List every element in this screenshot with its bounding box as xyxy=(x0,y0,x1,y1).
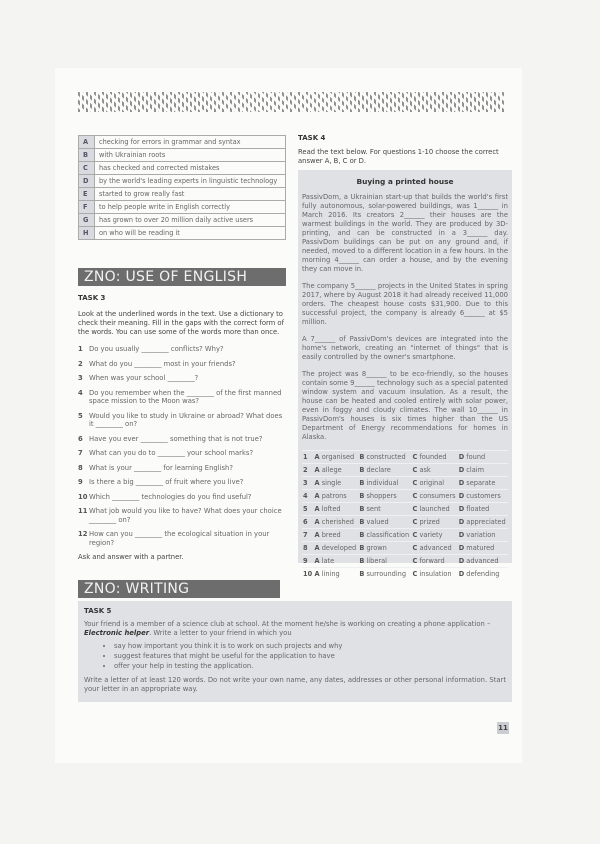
matching-row xyxy=(79,188,286,201)
answer-option[interactable] xyxy=(458,516,508,529)
question-number: 5 xyxy=(303,505,308,513)
answer-letter: A xyxy=(314,466,320,474)
answer-text: surrounding xyxy=(366,570,407,578)
bullet-list xyxy=(114,641,506,671)
answer-option[interactable] xyxy=(458,555,508,568)
answer-option[interactable] xyxy=(458,542,508,555)
answer-letter: C xyxy=(412,518,418,526)
option-text: checking for errors in grammar and syntax xyxy=(95,136,286,149)
answer-option[interactable] xyxy=(358,464,411,477)
answer-option[interactable] xyxy=(411,490,457,503)
answer-letter: D xyxy=(458,518,465,526)
answer-letter: B xyxy=(359,505,365,513)
question-item xyxy=(78,435,286,444)
answer-option[interactable] xyxy=(411,477,457,490)
question-number: 9 xyxy=(78,478,83,486)
answer-letter: B xyxy=(359,570,365,578)
question-number: 12 xyxy=(78,530,88,538)
answer-option[interactable] xyxy=(313,555,358,568)
answer-text: variety xyxy=(419,531,443,539)
answer-letter: A xyxy=(314,544,320,552)
task-label: TASK 5 xyxy=(84,607,112,615)
question-number: 4 xyxy=(78,388,83,397)
question-text: What is your ________ for learning English? xyxy=(89,463,233,472)
question-item xyxy=(78,478,286,487)
answer-text: ask xyxy=(419,466,431,474)
answer-text: constructed xyxy=(366,453,406,461)
answer-option[interactable] xyxy=(411,503,457,516)
matching-table xyxy=(78,135,286,240)
answer-text: individual xyxy=(366,479,399,487)
article-paragraph: A 7______ of PassivDom's devices are integrated into the home's network, creating an "internet of things" that is easily controlled by the owner's smartphone. xyxy=(302,335,508,361)
answer-text: consumers xyxy=(419,492,456,500)
task-label: TASK 4 xyxy=(298,134,326,142)
answer-letter: A xyxy=(314,570,320,578)
matching-row xyxy=(79,175,286,188)
question-number: 2 xyxy=(78,359,83,368)
article-title: Buying a printed house xyxy=(356,177,454,186)
answer-letter: C xyxy=(412,453,418,461)
article-paragraph: PassivDom, a Ukrainian start-up that builds the world's first fully autonomous, solar-powered buildings, was 1______ in March 2016. Its creators 2______ their houses are the warmest buildings in the world. They are produced by 3D-printing, and can be constructed in a 3______ day. PassivDom buildings can be put on any ground and, if needed, moved to a different location in a few hours. In the morning 4______ can order a house, and by the evening they can move in. xyxy=(302,193,508,273)
answer-option[interactable] xyxy=(313,477,358,490)
answer-text: developed xyxy=(321,544,357,552)
answer-text: insulation xyxy=(419,570,452,578)
answer-letter: C xyxy=(412,544,418,552)
answer-option[interactable] xyxy=(411,516,457,529)
answer-text: allege xyxy=(321,466,342,474)
answer-letter: D xyxy=(458,453,465,461)
article-paragraph: The company 5______ projects in the United States in spring 2017, where by August 2018 it had already received 11,000 orders. The cheapest house costs $31,900. Due to this successful project, the company is already 6______ at $5 million. xyxy=(302,282,508,326)
answer-letter: D xyxy=(458,479,465,487)
answer-text: separate xyxy=(466,479,496,487)
option-text: to help people write in English correctly xyxy=(95,201,286,214)
section-heading: ZNO: USE OF ENGLISH xyxy=(78,268,286,286)
answer-text: founded xyxy=(419,453,447,461)
answer-letter: A xyxy=(314,479,320,487)
answer-letter: A xyxy=(314,505,320,513)
question-item xyxy=(78,374,286,383)
writing-intro: Your friend is a member of a science club at school. At the moment he/she is working on creating a phone application – Electronic helper. Write a letter to your friend in which you xyxy=(84,620,491,637)
answer-option[interactable] xyxy=(458,503,508,516)
answer-text: shoppers xyxy=(366,492,397,500)
option-letter: E xyxy=(79,188,95,201)
option-letter: B xyxy=(79,149,95,162)
option-row xyxy=(302,568,508,581)
answer-text: matured xyxy=(466,544,495,552)
option-row xyxy=(302,529,508,542)
answer-option[interactable] xyxy=(358,555,411,568)
answer-letter: D xyxy=(458,466,465,474)
question-text: Is there a big ________ of fruit where you live? xyxy=(89,478,244,486)
answer-letter: B xyxy=(359,518,365,526)
option-letter: H xyxy=(79,227,95,240)
option-letter: C xyxy=(79,162,95,175)
answer-letter: A xyxy=(314,492,320,500)
question-item xyxy=(78,389,286,406)
answer-option[interactable] xyxy=(358,516,411,529)
answer-option[interactable] xyxy=(458,490,508,503)
answer-letter: A xyxy=(314,531,320,539)
question-item xyxy=(78,360,286,369)
question-text: How can you ________ the ecological situation in your region? xyxy=(89,530,270,547)
question-number: 9 xyxy=(303,557,308,565)
answer-letter: B xyxy=(359,453,365,461)
answer-text: classification xyxy=(366,531,410,539)
answer-text: original xyxy=(419,479,445,487)
answer-text: liberal xyxy=(366,557,387,565)
answer-option[interactable] xyxy=(411,568,457,581)
question-text: What job would you like to have? What does your choice ________ on? xyxy=(89,507,282,524)
article-paragraph: The project was 8______ to be eco-friendly, so the houses contain some 9______ technology such as a special patented window system and vacuum insulation. As a result, the house can be heated and cooled entirely with solar power, even in foggy and cloudy climates. The wall 10______ in PassivDom's houses is six times higher than the US Department of Energy recommendations for homes in Alaska. xyxy=(302,370,508,441)
options-table xyxy=(302,450,508,580)
question-item xyxy=(78,507,286,524)
answer-text: defending xyxy=(466,570,500,578)
answer-option[interactable] xyxy=(411,464,457,477)
question-text: What do you ________ most in your friends? xyxy=(89,359,236,368)
answer-letter: C xyxy=(412,570,418,578)
question-item xyxy=(78,449,286,458)
question-number: 2 xyxy=(303,466,308,474)
answer-text: forward xyxy=(419,557,445,565)
answer-text: valued xyxy=(366,518,389,526)
answer-letter: A xyxy=(314,557,320,565)
question-number: 8 xyxy=(78,463,83,472)
task4-section xyxy=(298,134,512,578)
question-number: 8 xyxy=(303,544,308,552)
answer-text: found xyxy=(466,453,486,461)
answer-letter: D xyxy=(458,557,465,565)
option-row xyxy=(302,451,508,464)
answer-text: organised xyxy=(321,453,355,461)
answer-letter: C xyxy=(412,492,418,500)
question-text: Have you ever ________ something that is not true? xyxy=(89,434,263,443)
answer-text: customers xyxy=(466,492,501,500)
answer-letter: D xyxy=(458,544,465,552)
option-letter: A xyxy=(79,136,95,149)
question-number: 5 xyxy=(78,411,83,420)
answer-option[interactable] xyxy=(458,568,508,581)
question-item xyxy=(78,464,286,473)
option-letter: D xyxy=(79,175,95,188)
option-text: with Ukrainian roots xyxy=(95,149,286,162)
task-label: TASK 3 xyxy=(78,294,106,302)
answer-text: lining xyxy=(321,570,340,578)
question-text: When was your school ________? xyxy=(89,374,199,382)
question-number: 11 xyxy=(78,507,88,515)
answer-text: advanced xyxy=(419,544,452,552)
answer-text: grown xyxy=(366,544,387,552)
answer-letter: C xyxy=(412,479,418,487)
answer-option[interactable] xyxy=(358,477,411,490)
instructions: Look at the underlined words in the text. Use a dictionary to check their meaning. Fill in the gaps with the correct form of the words. You can use some of the words more than once. xyxy=(78,310,284,336)
question-number: 3 xyxy=(78,374,83,382)
answer-text: lofted xyxy=(321,505,341,513)
answer-option[interactable] xyxy=(411,542,457,555)
answer-option[interactable] xyxy=(313,516,358,529)
option-text: started to grow really fast xyxy=(95,188,286,201)
answer-letter: B xyxy=(359,492,365,500)
answer-option[interactable] xyxy=(358,503,411,516)
answer-letter: B xyxy=(359,531,365,539)
option-row xyxy=(302,516,508,529)
answer-text: advanced xyxy=(466,557,499,565)
matching-row xyxy=(79,136,286,149)
matching-row xyxy=(79,162,286,175)
answer-letter: C xyxy=(412,466,418,474)
question-text: Which ________ technologies do you find useful? xyxy=(89,492,252,501)
answer-option[interactable] xyxy=(358,568,411,581)
question-number: 3 xyxy=(303,479,308,487)
bullet-item: • offer your help in testing the application. xyxy=(114,661,506,671)
question-item xyxy=(78,412,286,429)
answer-text: cherished xyxy=(321,518,354,526)
answer-text: single xyxy=(321,479,342,487)
answer-text: late xyxy=(321,557,335,565)
writing-closing: Write a letter of at least 120 words. Do not write your own name, any dates, addresses or other personal information. Start your letter in an appropriate way. xyxy=(84,676,506,693)
answer-text: floated xyxy=(466,505,490,513)
answer-option[interactable] xyxy=(313,529,358,542)
answer-letter: B xyxy=(359,466,365,474)
answer-letter: C xyxy=(412,505,418,513)
answer-option[interactable] xyxy=(458,529,508,542)
matching-row xyxy=(79,201,286,214)
answer-option[interactable] xyxy=(313,490,358,503)
answer-text: variation xyxy=(466,531,496,539)
use-of-english-section xyxy=(78,268,286,562)
option-row xyxy=(302,477,508,490)
question-number: 7 xyxy=(78,449,83,457)
writing-section xyxy=(78,580,512,702)
instructions: Read the text below. For questions 1-10 choose the correct answer A, B, C or D. xyxy=(298,148,499,165)
answer-text: patrons xyxy=(321,492,347,500)
answer-option[interactable] xyxy=(358,529,411,542)
option-text: has checked and corrected mistakes xyxy=(95,162,286,175)
question-text: Do you remember when the ________ of the first manned space mission to the Moon was? xyxy=(89,388,282,405)
question-number: 4 xyxy=(303,492,308,500)
answer-letter: C xyxy=(412,557,418,565)
option-text: by the world's leading experts in linguistic technology xyxy=(95,175,286,188)
option-text: has grown to over 20 million daily active users xyxy=(95,214,286,227)
ornament-border xyxy=(78,92,506,112)
matching-row xyxy=(79,149,286,162)
page-number: 11 xyxy=(498,724,508,732)
question-item xyxy=(78,345,286,354)
answer-letter: D xyxy=(458,570,465,578)
question-number: 7 xyxy=(303,531,308,539)
answer-option[interactable] xyxy=(313,464,358,477)
section-heading: ZNO: WRITING xyxy=(78,580,280,598)
question-number: 6 xyxy=(78,434,83,443)
question-number: 10 xyxy=(78,492,88,501)
answer-option[interactable] xyxy=(358,490,411,503)
question-text: Do you usually ________ conflicts? Why? xyxy=(89,345,224,353)
option-row xyxy=(302,555,508,568)
question-number: 6 xyxy=(303,518,308,526)
option-letter: F xyxy=(79,201,95,214)
question-text: What can you do to ________ your school marks? xyxy=(89,449,254,457)
answer-text: appreciated xyxy=(466,518,506,526)
answer-option[interactable] xyxy=(411,451,457,464)
answer-letter: A xyxy=(314,453,320,461)
question-number: 1 xyxy=(78,345,83,353)
answer-letter: D xyxy=(458,505,465,513)
answer-text: declare xyxy=(366,466,391,474)
answer-letter: C xyxy=(412,531,418,539)
answer-option[interactable] xyxy=(458,464,508,477)
question-item xyxy=(78,530,286,547)
matching-row xyxy=(79,227,286,240)
answer-text: launched xyxy=(419,505,450,513)
option-text: on who will be reading it xyxy=(95,227,286,240)
option-row xyxy=(302,490,508,503)
answer-letter: B xyxy=(359,479,365,487)
option-row xyxy=(302,542,508,555)
option-row xyxy=(302,464,508,477)
matching-row xyxy=(79,214,286,227)
answer-option[interactable] xyxy=(313,451,358,464)
answer-letter: B xyxy=(359,557,365,565)
answer-option[interactable] xyxy=(358,542,411,555)
answer-option[interactable] xyxy=(411,555,457,568)
answer-option[interactable] xyxy=(458,477,508,490)
answer-option[interactable] xyxy=(313,542,358,555)
question-number: 10 xyxy=(303,570,313,578)
bullet-item: • say how important you think it is to work on such projects and why xyxy=(114,641,506,651)
answer-text: sent xyxy=(366,505,381,513)
answer-letter: D xyxy=(458,531,465,539)
option-row xyxy=(302,503,508,516)
answer-option[interactable] xyxy=(313,503,358,516)
answer-text: prized xyxy=(419,518,440,526)
answer-option[interactable] xyxy=(313,568,358,581)
bullet-item: • suggest features that might be useful for the application to have xyxy=(114,651,506,661)
answer-option[interactable] xyxy=(458,451,508,464)
answer-letter: D xyxy=(458,492,465,500)
answer-text: breed xyxy=(321,531,341,539)
question-number: 1 xyxy=(303,453,308,461)
answer-option[interactable] xyxy=(411,529,457,542)
option-letter: G xyxy=(79,214,95,227)
question-item xyxy=(78,493,286,502)
answer-option[interactable] xyxy=(358,451,411,464)
answer-letter: A xyxy=(314,518,320,526)
answer-letter: B xyxy=(359,544,365,552)
question-text: Would you like to study in Ukraine or abroad? What does it ________ on? xyxy=(89,411,283,428)
partner-instruction: Ask and answer with a partner. xyxy=(78,553,184,561)
answer-text: claim xyxy=(466,466,485,474)
